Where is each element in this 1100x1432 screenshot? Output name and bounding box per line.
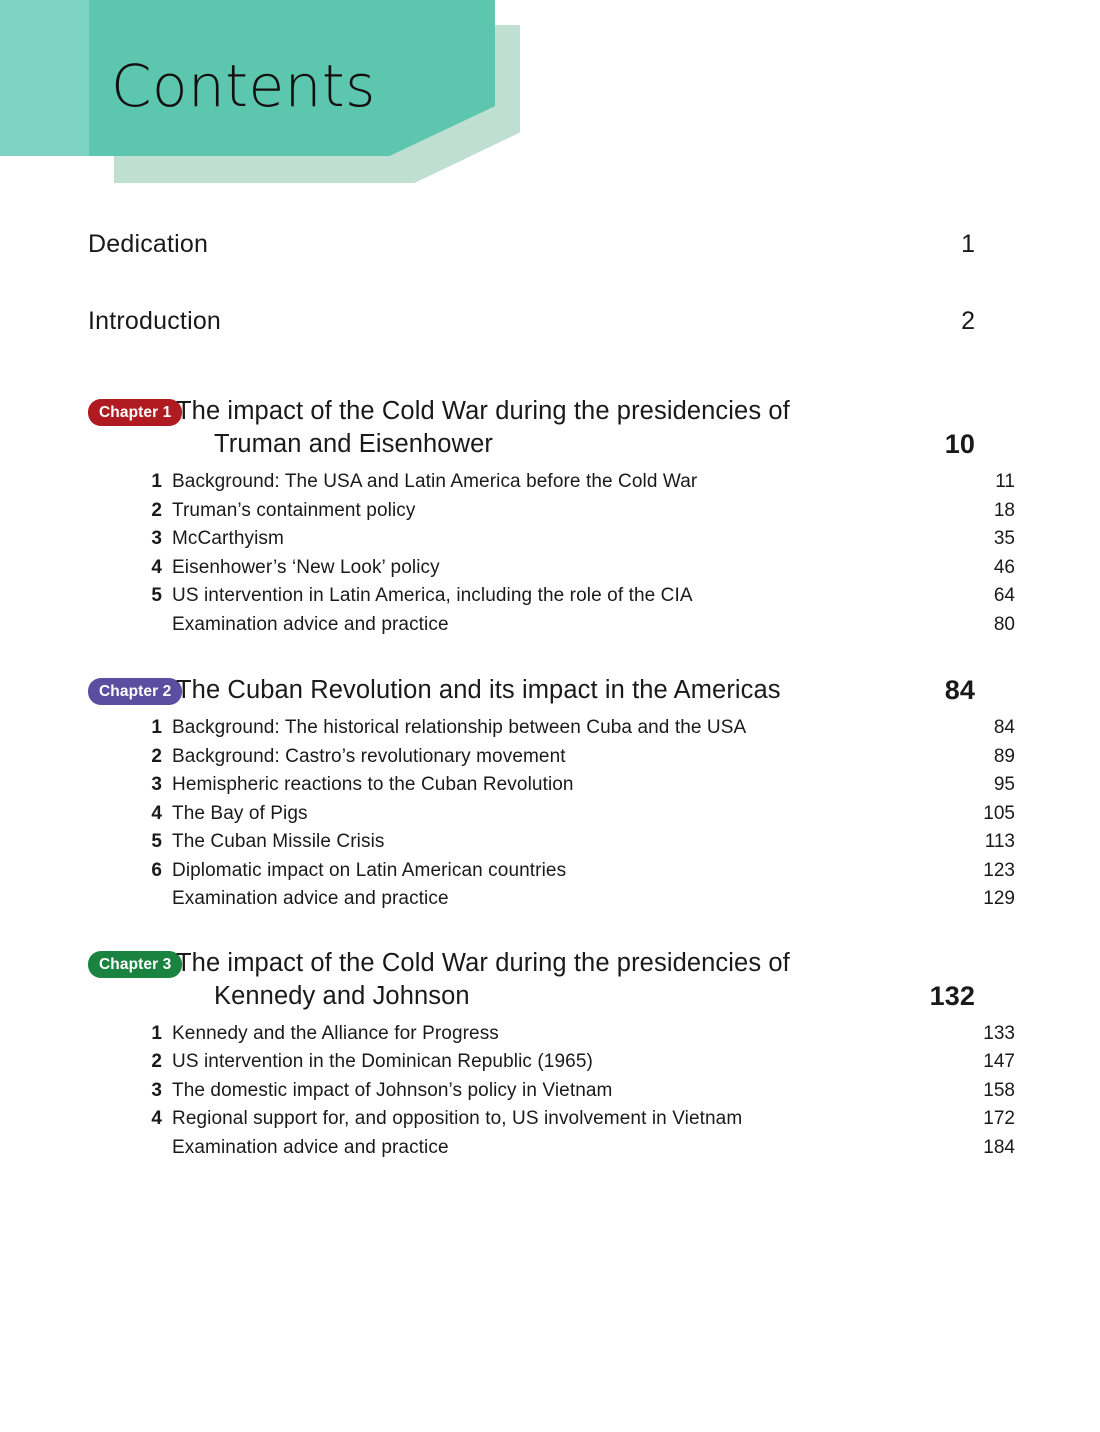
header-banner bbox=[0, 0, 1100, 200]
section-page-number: 89 bbox=[993, 745, 1015, 767]
page-title: Contents bbox=[111, 52, 376, 120]
front-matter-row-introduction[interactable] bbox=[88, 307, 1012, 351]
section-row[interactable] bbox=[136, 828, 1015, 857]
section-list bbox=[88, 714, 1015, 914]
section-row[interactable] bbox=[136, 1105, 1015, 1134]
front-matter-label: Dedication bbox=[88, 230, 209, 258]
section-row[interactable] bbox=[136, 468, 1015, 497]
section-label: Hemispheric reactions to the Cuban Revolution bbox=[172, 774, 574, 795]
section-page-number: 129 bbox=[983, 888, 1015, 909]
section-number: 2 bbox=[151, 1051, 162, 1072]
chapter-badge[interactable]: Chapter 3 bbox=[88, 951, 182, 978]
section-row[interactable] bbox=[136, 1077, 1015, 1106]
section-page-number: 123 bbox=[983, 859, 1015, 881]
section-label: US intervention in Latin America, including the role of the CIA bbox=[172, 585, 693, 606]
section-number: 5 bbox=[151, 831, 162, 852]
section-label: Diplomatic impact on Latin American countries bbox=[172, 859, 567, 881]
section-row[interactable] bbox=[136, 743, 1015, 772]
section-number: 1 bbox=[151, 1022, 162, 1044]
section-row[interactable] bbox=[136, 1020, 1015, 1049]
section-number: 2 bbox=[151, 499, 162, 521]
chapter-heading[interactable] bbox=[88, 674, 1012, 707]
section-number: 5 bbox=[151, 585, 162, 606]
section-page-number: 105 bbox=[983, 802, 1015, 824]
section-page-number: 84 bbox=[993, 717, 1015, 738]
section-page-number: 64 bbox=[993, 585, 1015, 606]
chapter-title-line-2: Truman and Eisenhower 10 bbox=[214, 429, 975, 459]
section-label: Examination advice and practice bbox=[172, 1136, 449, 1158]
section-row[interactable] bbox=[136, 857, 1015, 886]
section-page-number: 11 bbox=[995, 471, 1015, 492]
section-label: Examination advice and practice bbox=[172, 888, 449, 909]
front-matter-label: Introduction bbox=[88, 307, 222, 335]
section-row-exam-advice[interactable] bbox=[136, 885, 1015, 914]
contents-body bbox=[0, 222, 1100, 1162]
section-label: Background: The USA and Latin America before the Cold War bbox=[172, 471, 698, 492]
section-label: McCarthyism bbox=[172, 528, 284, 549]
section-list bbox=[88, 468, 1015, 639]
section-label: Background: The historical relationship between Cuba and the USA bbox=[172, 717, 747, 738]
banner-left-band bbox=[0, 0, 89, 156]
section-list bbox=[88, 1020, 1015, 1163]
section-row[interactable] bbox=[136, 582, 1015, 611]
section-row[interactable] bbox=[136, 714, 1015, 743]
section-label: Kennedy and the Alliance for Progress bbox=[172, 1022, 499, 1044]
chapter-title-line-1: The impact of the Cold War during the presidencies of bbox=[176, 397, 790, 425]
section-label: Truman’s containment policy bbox=[172, 499, 416, 521]
section-number: 3 bbox=[151, 774, 162, 795]
chapter-block bbox=[88, 395, 1015, 639]
section-page-number: 80 bbox=[993, 613, 1015, 635]
section-label: Regional support for, and opposition to, US involvement in Vietnam bbox=[172, 1108, 743, 1129]
section-label: US intervention in the Dominican Republic (1965) bbox=[172, 1051, 593, 1072]
section-page-number: 184 bbox=[983, 1136, 1015, 1158]
section-number: 1 bbox=[151, 717, 162, 738]
section-label: Eisenhower’s ‘New Look’ policy bbox=[172, 556, 440, 578]
chapter-page-number: 10 bbox=[944, 429, 975, 459]
section-row[interactable] bbox=[136, 554, 1015, 583]
front-matter-page-number: 1 bbox=[961, 230, 975, 258]
chapter-heading[interactable] bbox=[88, 947, 1012, 1013]
chapter-heading[interactable] bbox=[88, 395, 1012, 461]
section-label: The Cuban Missile Crisis bbox=[172, 831, 385, 852]
section-page-number: 147 bbox=[983, 1051, 1015, 1072]
front-matter-row-dedication[interactable] bbox=[88, 230, 1012, 274]
section-number: 4 bbox=[151, 1108, 162, 1129]
chapter-block bbox=[88, 674, 1015, 914]
chapter-page-number: 132 bbox=[929, 980, 975, 1011]
section-label: Examination advice and practice bbox=[172, 613, 449, 635]
section-number: 6 bbox=[151, 859, 162, 881]
section-row[interactable] bbox=[136, 800, 1015, 829]
section-page-number: 133 bbox=[983, 1022, 1015, 1044]
section-page-number: 18 bbox=[993, 499, 1015, 521]
section-row-exam-advice[interactable] bbox=[136, 611, 1015, 640]
section-page-number: 158 bbox=[983, 1079, 1015, 1101]
section-number: 4 bbox=[151, 556, 162, 578]
section-row[interactable] bbox=[136, 525, 1015, 554]
section-row[interactable] bbox=[136, 497, 1015, 526]
section-number: 4 bbox=[151, 802, 162, 824]
section-number: 3 bbox=[151, 1079, 162, 1101]
section-page-number: 95 bbox=[993, 774, 1015, 795]
section-label: The domestic impact of Johnson’s policy in Vietnam bbox=[172, 1079, 613, 1101]
section-row[interactable] bbox=[136, 771, 1015, 800]
chapter-page-number: 84 bbox=[944, 675, 975, 705]
chapter-block bbox=[88, 947, 1015, 1163]
section-row-exam-advice[interactable] bbox=[136, 1134, 1015, 1163]
chapter-title-line-1: The impact of the Cold War during the presidencies of bbox=[176, 948, 790, 977]
chapter-badge[interactable]: Chapter 1 bbox=[88, 399, 182, 426]
chapter-badge[interactable]: Chapter 2 bbox=[88, 678, 182, 705]
section-page-number: 46 bbox=[993, 556, 1015, 578]
section-page-number: 35 bbox=[993, 528, 1015, 549]
front-matter-page-number: 2 bbox=[961, 307, 975, 335]
section-label: The Bay of Pigs bbox=[172, 802, 308, 824]
section-label: Background: Castro’s revolutionary movement bbox=[172, 745, 566, 767]
chapter-title-line-2: Kennedy and Johnson 132 bbox=[214, 980, 975, 1011]
section-page-number: 113 bbox=[984, 831, 1015, 852]
section-page-number: 172 bbox=[983, 1108, 1015, 1129]
section-number: 2 bbox=[151, 745, 162, 767]
section-number: 3 bbox=[151, 528, 162, 549]
section-number: 1 bbox=[151, 471, 162, 492]
chapter-title-line-1: The Cuban Revolution and its impact in the Americas 84 bbox=[176, 675, 975, 705]
section-row[interactable] bbox=[136, 1048, 1015, 1077]
